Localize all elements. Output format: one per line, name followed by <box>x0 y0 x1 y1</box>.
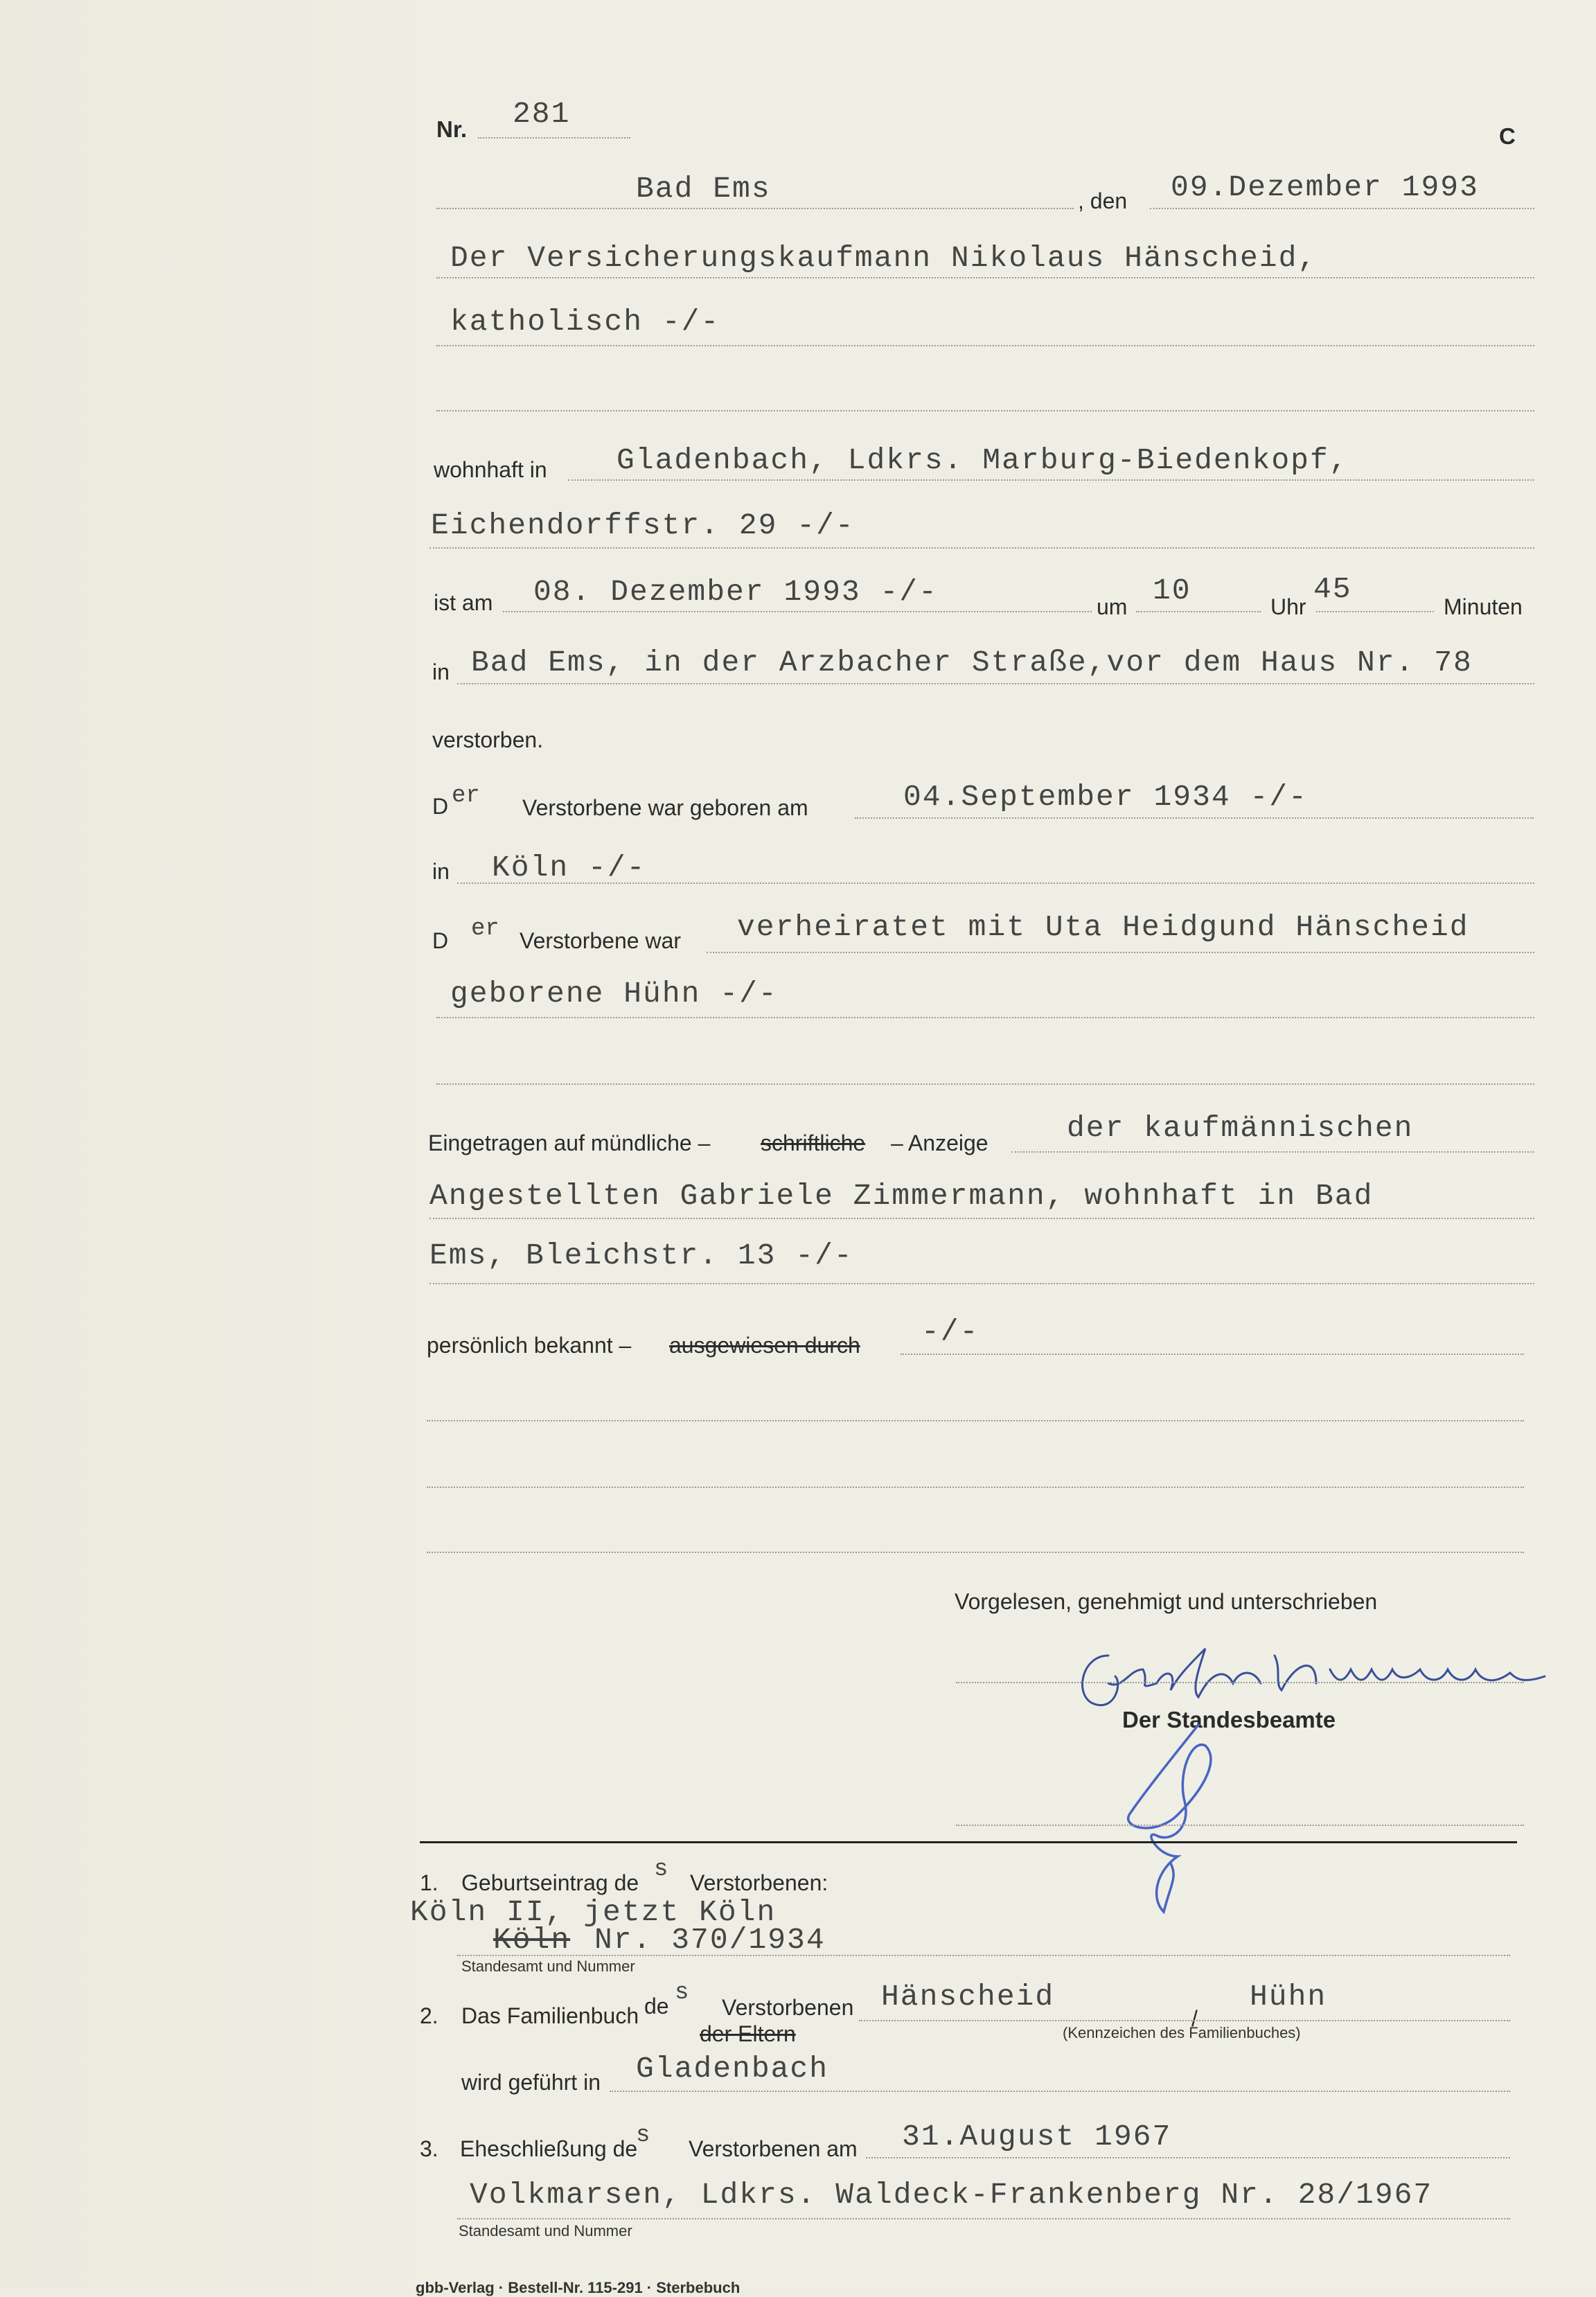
note-2-label-struck: der Eltern <box>700 2021 796 2046</box>
note-1-struck: Köln <box>493 1923 571 1957</box>
corner-letter: C <box>1499 123 1516 149</box>
registration-label-end: – Anzeige <box>891 1130 988 1155</box>
rule <box>436 1083 1534 1085</box>
rule <box>901 1354 1524 1355</box>
rule <box>427 1420 1524 1421</box>
note-1-label-a: Geburtseintrag de <box>461 1870 639 1895</box>
rule <box>457 883 1534 884</box>
rule <box>859 2020 1510 2021</box>
d-suffix: er <box>471 916 499 942</box>
registration-label-start: Eingetragen auf mündliche – <box>428 1130 711 1155</box>
registration-line-3: Ems, Bleichstr. 13 -/- <box>429 1239 853 1272</box>
uhr-label: Uhr <box>1270 594 1306 619</box>
place-line <box>436 208 1074 209</box>
note-2-value-1: Hänscheid <box>881 1980 1055 2014</box>
rule <box>436 410 1534 411</box>
rule <box>1136 611 1261 612</box>
nr-label: Nr. <box>436 116 468 142</box>
note-2-wird-label: wird geführt in <box>461 2070 601 2095</box>
birth-date: 04.September 1934 -/- <box>903 780 1308 814</box>
note-2-slash: / <box>1191 2006 1198 2031</box>
deceased-line-2: katholisch -/- <box>450 305 720 339</box>
note-2-label-a: Das Familienbuch <box>461 2003 639 2028</box>
rule <box>866 2157 1510 2158</box>
death-minutes: 45 <box>1313 572 1352 606</box>
rule <box>436 1017 1534 1018</box>
d-label: D <box>432 928 449 953</box>
residence-line-2: Eichendorffstr. 29 -/- <box>431 508 855 542</box>
identity-label-struck: ausgewiesen durch <box>669 1333 860 1358</box>
rule <box>427 1487 1524 1488</box>
in-label: in <box>432 859 450 884</box>
nr-line <box>478 137 630 139</box>
note-1-sup: s <box>654 1856 668 1883</box>
status-line-2: geborene Hühn -/- <box>450 977 778 1011</box>
note-2-label-b: Verstorbenen <box>722 1995 854 2020</box>
note-2-place: Gladenbach <box>636 2052 829 2086</box>
birth-label: Verstorbene war geboren am <box>522 795 808 820</box>
note-2-sup: s <box>675 1980 689 2006</box>
note-2-number: 2. <box>420 2003 438 2028</box>
rule <box>610 2091 1510 2092</box>
note-3-label-b: Verstorbenen am <box>689 2136 858 2161</box>
rule <box>568 479 1534 481</box>
signature-line <box>956 1682 1524 1683</box>
note-1-caption: Standesamt und Nummer <box>461 1958 635 1975</box>
note-3-label-a: Eheschließung de <box>460 2136 638 2161</box>
registration-label-struck: schriftliche <box>761 1130 866 1155</box>
residence-line-1: Gladenbach, Ldkrs. Marburg-Biedenkopf, <box>617 443 1349 477</box>
rule <box>427 1552 1524 1553</box>
note-3-line: Volkmarsen, Ldkrs. Waldeck-Frankenberg Nr. 28/1967 <box>470 2178 1433 2212</box>
den-label: , den <box>1078 188 1128 213</box>
note-3-date: 31.August 1967 <box>902 2120 1172 2154</box>
note-3-number: 3. <box>420 2136 438 2161</box>
rule <box>855 817 1534 819</box>
ist-am-label: ist am <box>434 590 493 615</box>
rule <box>1011 1151 1534 1153</box>
section-divider <box>420 1841 1517 1843</box>
registration-line-1: der kaufmännischen <box>1067 1111 1414 1145</box>
rule <box>1316 611 1434 612</box>
note-1-line-1: Köln II, jetzt Köln <box>410 1895 777 1929</box>
rule <box>436 277 1534 278</box>
rule <box>429 1218 1534 1219</box>
minuten-label: Minuten <box>1444 594 1523 619</box>
d-label: D <box>432 794 449 819</box>
identity-label-start: persönlich bekannt – <box>427 1333 632 1358</box>
rule <box>503 611 1092 612</box>
publisher-footer: gbb-Verlag · Bestell-Nr. 115-291 · Sterbebuch <box>416 2279 741 2296</box>
signature-line <box>956 1825 1524 1826</box>
registrar-signature <box>1115 1718 1254 1919</box>
birth-place: Köln -/- <box>492 851 646 885</box>
death-hour: 10 <box>1153 574 1191 607</box>
date-value: 09.Dezember 1993 <box>1171 170 1479 204</box>
rule <box>457 683 1534 684</box>
rule <box>429 547 1534 549</box>
note-2-caption: (Kennzeichen des Familienbuches) <box>1063 2024 1301 2041</box>
rule <box>429 1283 1534 1284</box>
rule <box>457 1955 1510 1956</box>
note-2-value-2: Hühn <box>1250 1980 1327 2014</box>
place-value: Bad Ems <box>636 172 771 206</box>
death-date: 08. Dezember 1993 -/- <box>533 575 938 609</box>
note-3-sup: s <box>636 2122 650 2149</box>
registration-line-2: Angestellten Gabriele Zimmermann, wohnhaft in Bad <box>429 1179 1374 1213</box>
registrar-label: Der Standesbeamte <box>1122 1707 1336 1732</box>
note-1-line-2: Nr. 370/1934 <box>594 1923 826 1957</box>
rule <box>457 2218 1510 2219</box>
rule <box>436 345 1534 346</box>
um-label: um <box>1097 594 1128 619</box>
status-label: Verstorbene war <box>520 928 682 953</box>
in-label: in <box>432 659 450 684</box>
note-3-caption: Standesamt und Nummer <box>459 2222 632 2240</box>
read-approved-label: Vorgelesen, genehmigt und unterschrieben <box>955 1589 1378 1614</box>
death-place: Bad Ems, in der Arzbacher Straße,vor dem Haus Nr. 78 <box>471 646 1473 680</box>
note-1-number: 1. <box>420 1870 438 1895</box>
d-suffix: er <box>452 783 480 809</box>
date-line <box>1150 208 1534 209</box>
deceased-line-1: Der Versicherungskaufmann Nikolaus Hänscheid, <box>450 241 1318 275</box>
entry-number: 281 <box>513 97 571 131</box>
rule <box>707 952 1534 953</box>
residence-label: wohnhaft in <box>434 457 547 482</box>
note-1-label-b: Verstorbenen: <box>690 1870 828 1895</box>
note-2-de: de <box>644 1994 669 2019</box>
identity-value: -/- <box>921 1315 979 1349</box>
verstorben-label: verstorben. <box>432 727 544 752</box>
status-line-1: verheiratet mit Uta Heidgund Hänscheid <box>737 910 1469 944</box>
